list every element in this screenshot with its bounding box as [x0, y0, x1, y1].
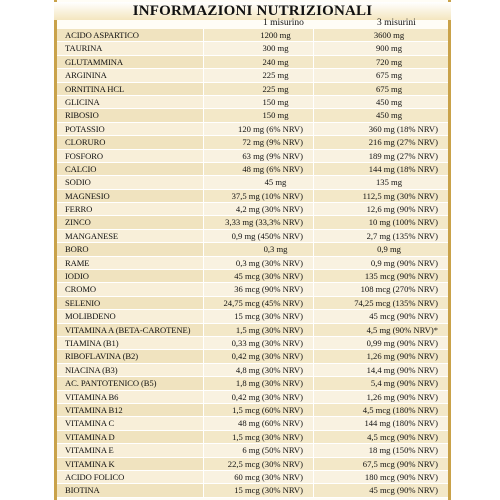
value-3-misurini: 675 mg — [313, 69, 448, 81]
column-header-1-misurino: 1 misurino — [263, 18, 304, 28]
nutrient-name: ACIDO ASPARTICO — [57, 29, 203, 41]
table-row — [57, 42, 448, 55]
table-row — [57, 458, 448, 471]
value-3-misurini: 0,9 mg (90% NRV) — [313, 257, 448, 269]
value-1-misurino: 37,5 mg (10% NRV) — [203, 190, 313, 202]
value-3-misurini: 67,5 mcg (90% NRV) — [313, 458, 448, 470]
value-3-misurini: 216 mg (27% NRV) — [313, 136, 448, 148]
value-3-misurini: 720 mg — [313, 56, 448, 68]
value-3-misurini: 0,9 mg — [313, 243, 448, 255]
value-3-misurini: 4,5 mcg (90% NRV) — [313, 431, 448, 443]
value-3-misurini: 18 mg (150% NRV) — [313, 444, 448, 456]
nutrient-name: RIBOFLAVINA (B2) — [57, 350, 203, 362]
nutrient-name: VITAMINA A (BETA-CAROTENE) — [57, 324, 203, 336]
table-row — [57, 29, 448, 42]
table-row — [57, 484, 448, 497]
value-1-misurino: 300 mg — [203, 42, 313, 54]
value-1-misurino: 150 mg — [203, 109, 313, 121]
nutrient-name: VITAMINA E — [57, 444, 203, 456]
value-1-misurino: 4,8 mg (30% NRV) — [203, 364, 313, 376]
value-3-misurini: 450 mg — [313, 109, 448, 121]
nutrient-name: MANGANESE — [57, 230, 203, 242]
table-row — [57, 337, 448, 350]
value-3-misurini: 4,5 mcg (180% NRV) — [313, 404, 448, 416]
value-3-misurini: 45 mcg (90% NRV) — [313, 310, 448, 322]
value-1-misurino: 3,33 mg (33,3% NRV) — [203, 216, 313, 228]
value-1-misurino: 15 mcg (30% NRV) — [203, 310, 313, 322]
nutrient-name: ZINCO — [57, 216, 203, 228]
table-row — [57, 364, 448, 377]
value-1-misurino: 22,5 mcg (30% NRV) — [203, 458, 313, 470]
table-row — [57, 123, 448, 136]
nutrient-name: CALCIO — [57, 163, 203, 175]
table-row — [57, 471, 448, 484]
nutrient-name: SODIO — [57, 176, 203, 188]
value-1-misurino: 240 mg — [203, 56, 313, 68]
value-1-misurino: 48 mg (6% NRV) — [203, 163, 313, 175]
value-1-misurino: 225 mg — [203, 69, 313, 81]
nutrient-name: SELENIO — [57, 297, 203, 309]
value-3-misurini: 4,5 mg (90% NRV)* — [313, 324, 448, 336]
nutrient-name: RAME — [57, 257, 203, 269]
nutrient-name: VITAMINA D — [57, 431, 203, 443]
nutrient-name: VITAMINA K — [57, 458, 203, 470]
table-row — [57, 203, 448, 216]
value-1-misurino: 60 mcg (30% NRV) — [203, 471, 313, 483]
value-1-misurino: 0,42 mg (30% NRV) — [203, 391, 313, 403]
table-row — [57, 190, 448, 203]
nutrient-name: MOLIBDENO — [57, 310, 203, 322]
value-3-misurini: 14,4 mg (90% NRV) — [313, 364, 448, 376]
nutrient-name: AC. PANTOTENICO (B5) — [57, 377, 203, 389]
nutrient-name: POTASSIO — [57, 123, 203, 135]
table-row — [57, 310, 448, 323]
nutrient-name: FOSFORO — [57, 150, 203, 162]
nutrient-name: FERRO — [57, 203, 203, 215]
value-1-misurino: 15 mcg (30% NRV) — [203, 484, 313, 496]
nutrition-table — [57, 29, 448, 498]
table-row — [57, 257, 448, 270]
value-1-misurino: 1,5 mcg (60% NRV) — [203, 404, 313, 416]
nutrient-name: MAGNESIO — [57, 190, 203, 202]
value-3-misurini: 1,26 mg (90% NRV) — [313, 350, 448, 362]
column-header-3-misurini: 3 misurini — [377, 18, 416, 28]
value-1-misurino: 225 mg — [203, 83, 313, 95]
value-1-misurino: 6 mg (50% NRV) — [203, 444, 313, 456]
value-1-misurino: 4,2 mg (30% NRV) — [203, 203, 313, 215]
table-row — [57, 350, 448, 363]
value-3-misurini: 450 mg — [313, 96, 448, 108]
value-1-misurino: 36 mcg (90% NRV) — [203, 283, 313, 295]
nutrient-name: ORNITINA HCL — [57, 83, 203, 95]
value-3-misurini: 135 mcg (90% NRV) — [313, 270, 448, 282]
value-1-misurino: 1200 mg — [203, 29, 313, 41]
nutrient-name: BORO — [57, 243, 203, 255]
table-row — [57, 297, 448, 310]
value-3-misurini: 5,4 mg (90% NRV) — [313, 377, 448, 389]
table-row — [57, 56, 448, 69]
nutrient-name: CLORURO — [57, 136, 203, 148]
value-1-misurino: 1,5 mcg (30% NRV) — [203, 431, 313, 443]
value-1-misurino: 0,42 mg (30% NRV) — [203, 350, 313, 362]
table-row — [57, 377, 448, 390]
value-1-misurino: 120 mg (6% NRV) — [203, 123, 313, 135]
table-row — [57, 136, 448, 149]
nutrient-name: TAURINA — [57, 42, 203, 54]
table-row — [57, 391, 448, 404]
value-1-misurino: 63 mg (9% NRV) — [203, 150, 313, 162]
nutrient-name: ARGININA — [57, 69, 203, 81]
table-row — [57, 150, 448, 163]
nutrient-name: GLUTAMMINA — [57, 56, 203, 68]
value-3-misurini: 135 mg — [313, 176, 448, 188]
table-row — [57, 283, 448, 296]
table-row — [57, 243, 448, 256]
value-3-misurini: 45 mcg (90% NRV) — [313, 484, 448, 496]
value-3-misurini: 74,25 mcg (135% NRV) — [313, 297, 448, 309]
nutrient-name: VITAMINA C — [57, 417, 203, 429]
table-row — [57, 216, 448, 229]
table-row — [57, 96, 448, 109]
nutrient-name: IODIO — [57, 270, 203, 282]
table-row — [57, 431, 448, 444]
nutrient-name: CROMO — [57, 283, 203, 295]
value-1-misurino: 24,75 mcg (45% NRV) — [203, 297, 313, 309]
table-row — [57, 404, 448, 417]
value-3-misurini: 108 mcg (270% NRV) — [313, 283, 448, 295]
value-3-misurini: 2,7 mg (135% NRV) — [313, 230, 448, 242]
nutrient-name: BIOTINA — [57, 484, 203, 496]
nutrient-name: RIBOSIO — [57, 109, 203, 121]
table-row — [57, 109, 448, 122]
nutrient-name: ACIDO FOLICO — [57, 471, 203, 483]
table-row — [57, 417, 448, 430]
table-row — [57, 230, 448, 243]
table-title: INFORMAZIONI NUTRIZIONALI — [54, 2, 451, 20]
value-3-misurini: 3600 mg — [313, 29, 448, 41]
nutrient-name: GLICINA — [57, 96, 203, 108]
value-1-misurino: 0,9 mg (450% NRV) — [203, 230, 313, 242]
value-3-misurini: 180 mcg (90% NRV) — [313, 471, 448, 483]
value-3-misurini: 675 mg — [313, 83, 448, 95]
value-3-misurini: 1,26 mg (90% NRV) — [313, 391, 448, 403]
value-1-misurino: 0,33 mg (30% NRV) — [203, 337, 313, 349]
value-1-misurino: 45 mg — [203, 176, 313, 188]
table-row — [57, 444, 448, 457]
value-3-misurini: 112,5 mg (30% NRV) — [313, 190, 448, 202]
table-row — [57, 270, 448, 283]
value-3-misurini: 189 mg (27% NRV) — [313, 150, 448, 162]
table-row — [57, 163, 448, 176]
table-row — [57, 83, 448, 96]
nutrient-name: TIAMINA (B1) — [57, 337, 203, 349]
value-3-misurini: 144 mg (18% NRV) — [313, 163, 448, 175]
value-3-misurini: 360 mg (18% NRV) — [313, 123, 448, 135]
table-row — [57, 69, 448, 82]
value-3-misurini: 144 mg (180% NRV) — [313, 417, 448, 429]
nutrient-name: VITAMINA B12 — [57, 404, 203, 416]
value-3-misurini: 900 mg — [313, 42, 448, 54]
value-1-misurino: 1,8 mg (30% NRV) — [203, 377, 313, 389]
table-header — [57, 19, 448, 29]
value-1-misurino: 0,3 mg (30% NRV) — [203, 257, 313, 269]
table-row — [57, 324, 448, 337]
value-3-misurini: 10 mg (100% NRV) — [313, 216, 448, 228]
value-1-misurino: 72 mg (9% NRV) — [203, 136, 313, 148]
value-1-misurino: 150 mg — [203, 96, 313, 108]
value-1-misurino: 45 mcg (30% NRV) — [203, 270, 313, 282]
value-1-misurino: 48 mg (60% NRV) — [203, 417, 313, 429]
nutrient-name: NIACINA (B3) — [57, 364, 203, 376]
table-row — [57, 176, 448, 189]
value-3-misurini: 12,6 mg (90% NRV) — [313, 203, 448, 215]
nutrient-name: VITAMINA B6 — [57, 391, 203, 403]
value-1-misurino: 0,3 mg — [203, 243, 313, 255]
value-3-misurini: 0,99 mg (90% NRV) — [313, 337, 448, 349]
value-1-misurino: 1,5 mg (30% NRV) — [203, 324, 313, 336]
